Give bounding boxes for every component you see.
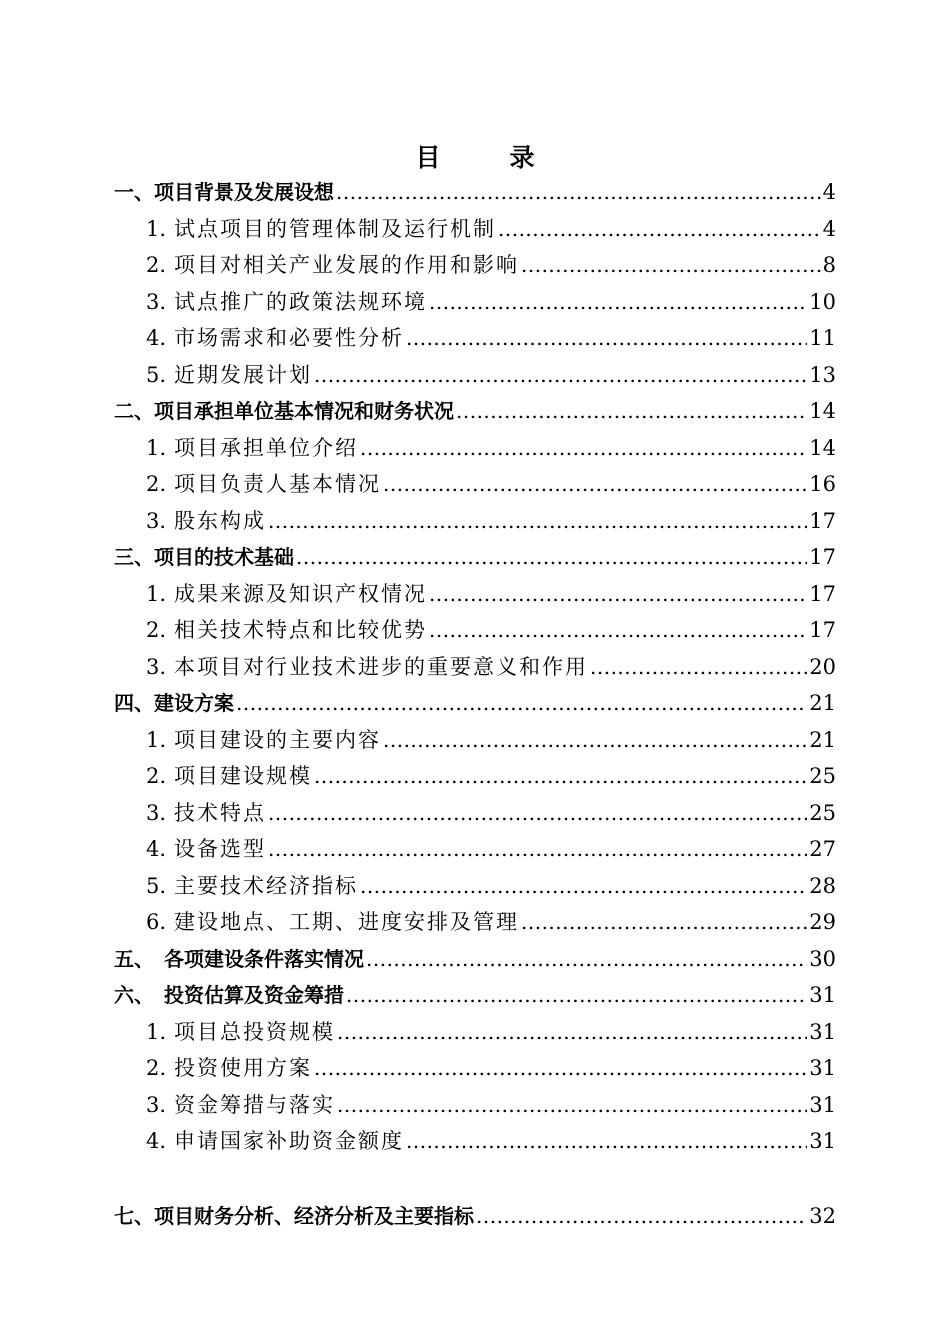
toc-page-number: 17 <box>809 618 836 642</box>
toc-subsection-entry[interactable] <box>114 1014 836 1051</box>
toc-dot-leader <box>521 904 807 940</box>
toc-subsection-entry[interactable] <box>114 284 836 321</box>
toc-entry-text: 设备选型 <box>174 837 266 861</box>
toc-dot-leader <box>268 795 807 831</box>
toc-entry-text: 近期发展计划 <box>174 362 312 387</box>
toc-page-number: 10 <box>809 289 836 314</box>
toc-page-number: 4 <box>822 216 836 241</box>
toc-dot-leader <box>314 357 807 393</box>
toc-dot-leader <box>268 503 807 539</box>
toc-entry-text: 项目建设的主要内容 <box>174 727 381 752</box>
toc-subsection-entry[interactable] <box>114 247 836 284</box>
toc-page-number: 25 <box>809 800 836 825</box>
toc-subsection-entry[interactable] <box>114 1087 836 1124</box>
toc-subsection-entry[interactable] <box>114 612 836 649</box>
toc-entry-number: 3. <box>146 508 167 533</box>
toc-entry-text: 技术特点 <box>174 800 266 825</box>
toc-dot-leader <box>337 1087 807 1123</box>
toc-page-number: 4 <box>822 180 836 204</box>
toc-entry-number: 2. <box>146 1056 167 1080</box>
toc-dot-leader <box>521 247 821 283</box>
toc-page-number: 17 <box>809 508 836 533</box>
toc-subsection-entry[interactable] <box>114 357 836 394</box>
toc-entry-text: 资金筹措与落实 <box>174 1092 335 1117</box>
toc-page-number: 25 <box>809 764 836 788</box>
toc-dot-leader <box>406 1123 807 1159</box>
toc-page-number: 8 <box>822 253 836 277</box>
toc-entry-number: 1. <box>146 1019 167 1044</box>
toc-entry-text: 试点推广的政策法规环境 <box>174 289 427 314</box>
toc-entry-text: 本项目对行业技术进步的重要意义和作用 <box>174 654 588 679</box>
toc-page-number: 13 <box>809 362 836 387</box>
toc-entry-number: 1. <box>146 727 167 752</box>
toc-entry-text: 二、项目承担单位基本情况和财务状况 <box>114 399 454 423</box>
toc-entry-number: 2. <box>146 253 167 277</box>
toc-subsection-entry[interactable] <box>114 795 836 832</box>
toc-entry-number: 3. <box>146 654 167 679</box>
toc-entry-number: 1. <box>146 216 167 241</box>
toc-dot-leader <box>296 539 807 575</box>
toc-subsection-entry[interactable] <box>114 904 836 941</box>
toc-subsection-entry[interactable] <box>114 320 836 357</box>
toc-entry-text: 一、项目背景及发展设想 <box>114 180 334 204</box>
toc-section-entry[interactable] <box>114 1198 836 1235</box>
toc-entry-text: 六、 投资估算及资金筹措 <box>114 983 344 1007</box>
toc-section-entry[interactable] <box>114 539 836 576</box>
toc-dot-leader <box>429 612 807 648</box>
toc-entry-text: 项目对相关产业发展的作用和影响 <box>174 253 519 277</box>
toc-section-entry[interactable] <box>114 174 836 211</box>
toc-entry-number: 1. <box>146 581 167 606</box>
toc-dot-leader <box>360 430 807 466</box>
toc-page-number: 14 <box>809 399 836 423</box>
toc-page-number: 28 <box>809 873 836 898</box>
toc-title: 目 录 <box>415 143 557 172</box>
toc-entry-text: 股东构成 <box>174 508 266 533</box>
toc-entry-number: 2. <box>146 618 167 642</box>
toc-dot-leader <box>456 393 807 429</box>
toc-subsection-entry[interactable] <box>114 831 836 868</box>
toc-subsection-entry[interactable] <box>114 503 836 540</box>
toc-page-number: 17 <box>809 581 836 606</box>
toc-entry-text: 项目负责人基本情况 <box>174 472 381 496</box>
toc-dot-leader <box>498 211 821 247</box>
toc-dot-leader <box>337 1014 807 1050</box>
toc-subsection-entry[interactable] <box>114 430 836 467</box>
toc-entry-number: 1. <box>146 435 167 460</box>
toc-page-number: 31 <box>809 1129 836 1153</box>
toc-subsection-entry[interactable] <box>114 758 836 795</box>
toc-entry-number: 6. <box>146 910 167 934</box>
toc-entry-number: 3. <box>146 1092 167 1117</box>
toc-page-number: 14 <box>809 435 836 460</box>
toc-dot-leader <box>236 685 807 721</box>
toc-page-number: 31 <box>809 1092 836 1117</box>
toc-entry-text: 项目总投资规模 <box>174 1019 335 1044</box>
toc-entry-number: 5. <box>146 362 167 387</box>
toc-subsection-entry[interactable] <box>114 211 836 248</box>
toc-dot-leader <box>429 284 807 320</box>
toc-entry-text: 建设地点、工期、进度安排及管理 <box>174 910 519 934</box>
toc-entry-text: 项目建设规模 <box>174 764 312 788</box>
toc-entry-text: 试点项目的管理体制及运行机制 <box>174 216 496 241</box>
toc-entry-text: 市场需求和必要性分析 <box>174 326 404 350</box>
toc-subsection-entry[interactable] <box>114 649 836 686</box>
toc-dot-leader <box>383 466 807 502</box>
toc-page-number: 21 <box>809 691 836 715</box>
toc-page-number: 32 <box>809 1203 836 1228</box>
toc-subsection-entry[interactable] <box>114 576 836 613</box>
toc-subsection-entry[interactable] <box>114 1123 836 1160</box>
table-of-contents <box>114 174 836 1234</box>
toc-entry-number: 4. <box>146 1129 167 1153</box>
toc-dot-leader <box>406 320 807 356</box>
toc-entry-text: 投资使用方案 <box>174 1056 312 1080</box>
toc-page-number: 27 <box>809 837 836 861</box>
toc-entry-text: 项目承担单位介绍 <box>174 435 358 460</box>
toc-subsection-entry[interactable] <box>114 466 836 503</box>
toc-dot-leader <box>366 941 807 977</box>
toc-entry-text: 成果来源及知识产权情况 <box>174 581 427 606</box>
toc-dot-leader <box>590 649 807 685</box>
toc-entry-text: 三、项目的技术基础 <box>114 545 294 569</box>
toc-section-entry[interactable] <box>114 685 836 722</box>
toc-page-number: 30 <box>809 946 836 971</box>
toc-entry-text: 申请国家补助资金额度 <box>174 1129 404 1153</box>
toc-section-entry[interactable] <box>114 941 836 978</box>
toc-entry-text: 七、项目财务分析、经济分析及主要指标 <box>114 1203 474 1228</box>
toc-dot-leader <box>314 758 807 794</box>
toc-entry-number: 3. <box>146 800 167 825</box>
toc-entry-number: 2. <box>146 472 167 496</box>
toc-dot-leader <box>360 868 807 904</box>
toc-section-entry[interactable] <box>114 393 836 430</box>
toc-dot-leader <box>314 1050 807 1086</box>
toc-entry-text: 相关技术特点和比较优势 <box>174 618 427 642</box>
toc-page-number: 16 <box>809 472 836 496</box>
toc-entry-number: 3. <box>146 289 167 314</box>
toc-page-number: 11 <box>809 326 836 350</box>
toc-entry-text: 四、建设方案 <box>114 691 234 715</box>
toc-entry-text: 主要技术经济指标 <box>174 873 358 898</box>
toc-dot-leader <box>268 831 807 867</box>
toc-subsection-entry[interactable] <box>114 1050 836 1087</box>
toc-entry-number: 2. <box>146 764 167 788</box>
toc-page-number: 29 <box>809 910 836 934</box>
toc-entry-text: 五、 各项建设条件落实情况 <box>114 946 364 971</box>
toc-page-number: 20 <box>809 654 836 679</box>
toc-dot-leader <box>336 174 821 210</box>
toc-page-number: 21 <box>809 727 836 752</box>
toc-dot-leader <box>346 977 807 1013</box>
toc-subsection-entry[interactable] <box>114 722 836 759</box>
toc-page-number: 31 <box>809 983 836 1007</box>
toc-subsection-entry[interactable] <box>114 868 836 905</box>
toc-page-number: 31 <box>809 1019 836 1044</box>
toc-dot-leader <box>383 722 807 758</box>
toc-page-number: 17 <box>809 545 836 569</box>
toc-dot-leader <box>429 576 807 612</box>
toc-dot-leader <box>476 1198 807 1234</box>
toc-section-entry[interactable] <box>114 977 836 1014</box>
toc-page-number: 31 <box>809 1056 836 1080</box>
toc-entry-number: 5. <box>146 873 167 898</box>
toc-entry-number: 4. <box>146 837 167 861</box>
toc-entry-number: 4. <box>146 326 167 350</box>
